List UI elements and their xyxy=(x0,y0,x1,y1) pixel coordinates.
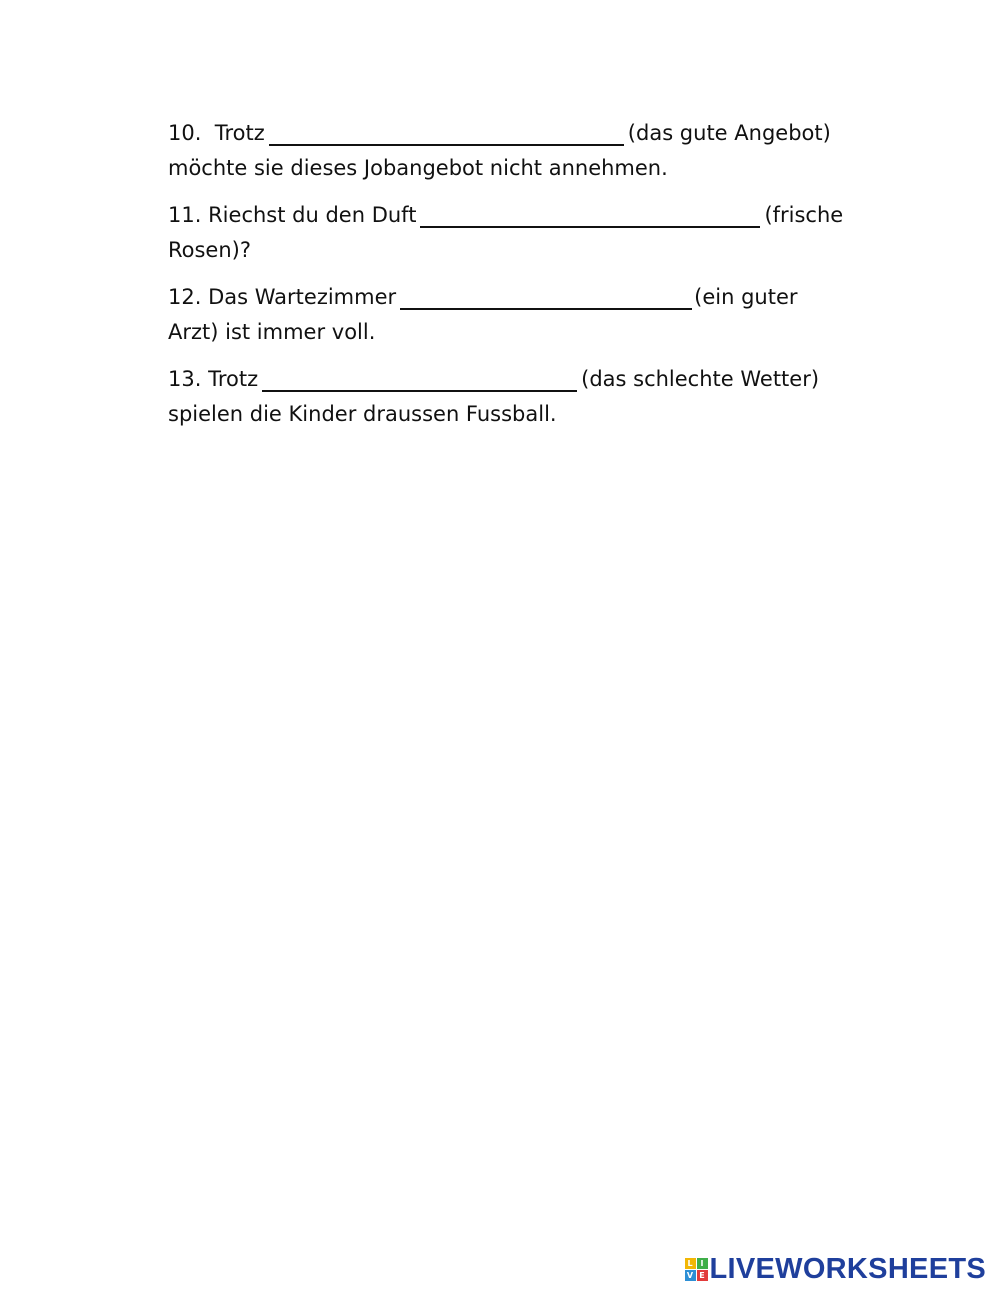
exercise-number: 12. xyxy=(168,285,202,309)
exercise-11-line-1 xyxy=(168,198,868,233)
exercise-hint: (frische xyxy=(764,203,844,227)
badge-letter: E xyxy=(697,1270,708,1281)
answer-blank-10[interactable] xyxy=(269,122,624,146)
exercise-13 xyxy=(168,362,868,432)
worksheet xyxy=(168,116,868,444)
exercise-number: 11. xyxy=(168,203,202,227)
exercise-text: Trotz xyxy=(208,367,259,391)
exercise-10 xyxy=(168,116,868,186)
exercise-hint: (das gute Angebot) xyxy=(627,121,831,145)
exercise-text: Trotz xyxy=(214,121,265,145)
exercise-text: Riechst du den Duft xyxy=(208,203,417,227)
exercise-hint: (ein guter xyxy=(694,285,798,309)
liveworksheets-logo xyxy=(685,1254,987,1284)
exercise-13-line-1 xyxy=(168,362,868,397)
exercise-hint: (das schlechte Wetter) xyxy=(581,367,820,391)
answer-blank-13[interactable] xyxy=(262,368,577,392)
exercise-10-line-1 xyxy=(168,116,868,151)
brand-name: LIVEWORKSHEETS xyxy=(709,1253,986,1285)
exercise-text: Das Wartezimmer xyxy=(208,285,397,309)
answer-blank-12[interactable] xyxy=(400,286,692,310)
exercise-12 xyxy=(168,280,868,350)
badge-letter: L xyxy=(685,1258,696,1269)
exercise-number: 10. xyxy=(168,121,202,145)
exercise-continuation: spielen die Kinder draussen Fussball. xyxy=(168,402,557,426)
liveworksheets-badge-icon xyxy=(685,1258,708,1281)
exercise-12-line-1 xyxy=(168,280,868,315)
exercise-continuation: Rosen)? xyxy=(168,238,252,262)
exercise-number: 13. xyxy=(168,367,202,391)
answer-blank-11[interactable] xyxy=(420,204,760,228)
exercise-11 xyxy=(168,198,868,268)
badge-letter: I xyxy=(697,1258,708,1269)
exercise-continuation: Arzt) ist immer voll. xyxy=(168,320,376,344)
exercise-continuation: möchte sie dieses Jobangebot nicht annehmen. xyxy=(168,156,668,180)
badge-letter: V xyxy=(685,1270,696,1281)
